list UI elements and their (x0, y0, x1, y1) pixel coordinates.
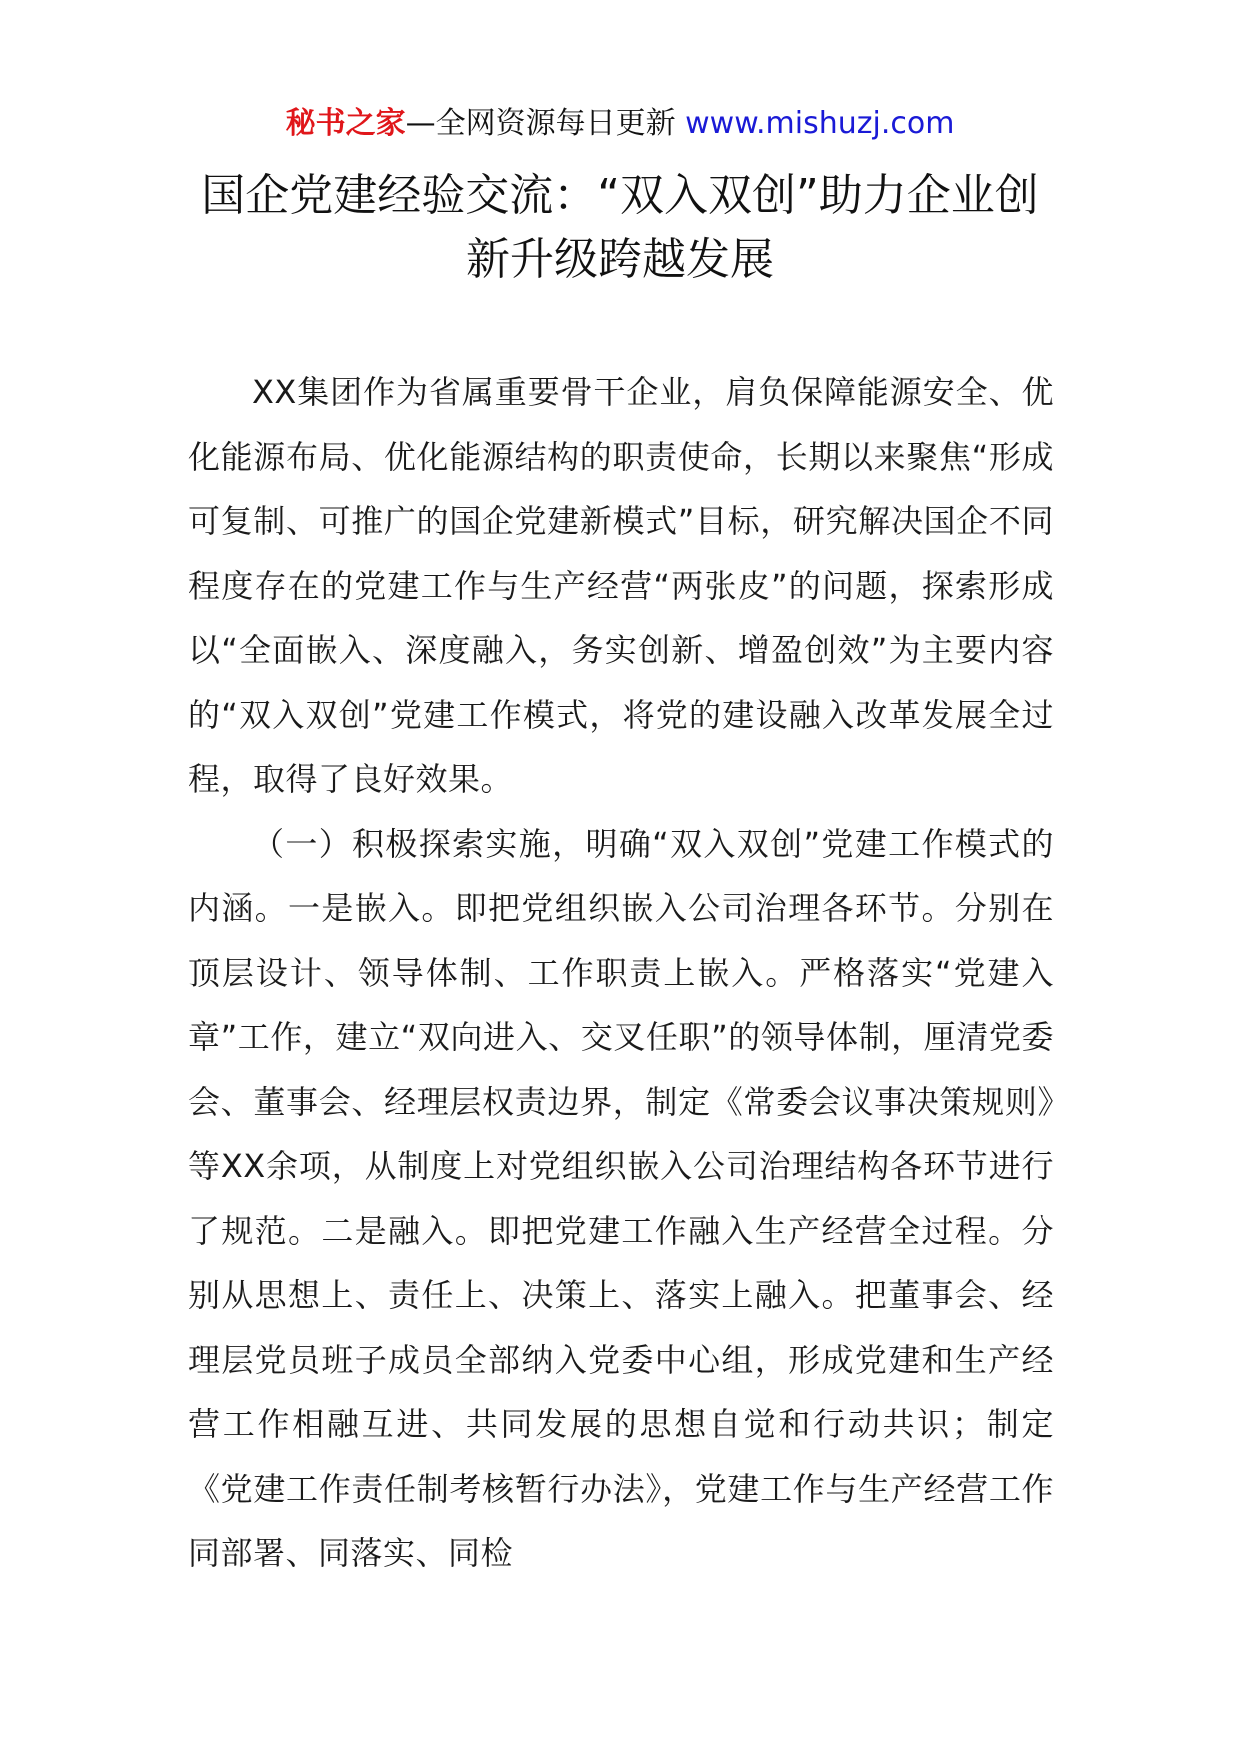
section-one-paragraph: （一）积极探索实施，明确“双入双创”党建工作模式的内涵。一是嵌入。即把党组织嵌入公司治理各环节。分别在顶层设计、领导体制、工作职责上嵌入。严格落实“党建入章”工作，建立“双向进入、交叉任职”的领导体制，厘清党委会、董事会、经理层权责边界，制定《常委会议事决策规则》等XX余项，从制度上对党组织嵌入公司治理结构各环节进行了规范。二是融入。即把党建工作融入生产经营全过程。分别从思想上、责任上、决策上、落实上融入。把董事会、经理层党员班子成员全部纳入党委中心组，形成党建和生产经营工作相融互进、共同发展的思想自觉和行动共识；制定《党建工作责任制考核暂行办法》，党建工作与生产经营工作同部署、同落实、同检 (188, 824, 1054, 1572)
document-title: 国企党建经验交流：“双入双创”助力企业创新升级跨越发展 (201, 170, 1039, 285)
intro-paragraph: XX集团作为省属重要骨干企业，肩负保障能源安全、优化能源布局、优化能源结构的职责使命，长期以来聚焦“形成可复制、可推广的国企党建新模式”目标，研究解决国企不同程度存在的党建工作与生产经营“两张皮”的问题，探索形成以“全面嵌入、深度融入，务实创新、增盈创效”为主要内容的“双入双创”党建工作模式，将党的建设融入改革发展全过程，取得了良好效果。 (188, 373, 1054, 798)
site-header (0, 104, 1240, 144)
site-url-link[interactable]: www.mishuzj.com (685, 106, 955, 141)
site-brand: 秘书之家 (285, 106, 406, 141)
document-body (188, 360, 1054, 1586)
site-slogan: —全网资源每日更新 (405, 106, 686, 141)
